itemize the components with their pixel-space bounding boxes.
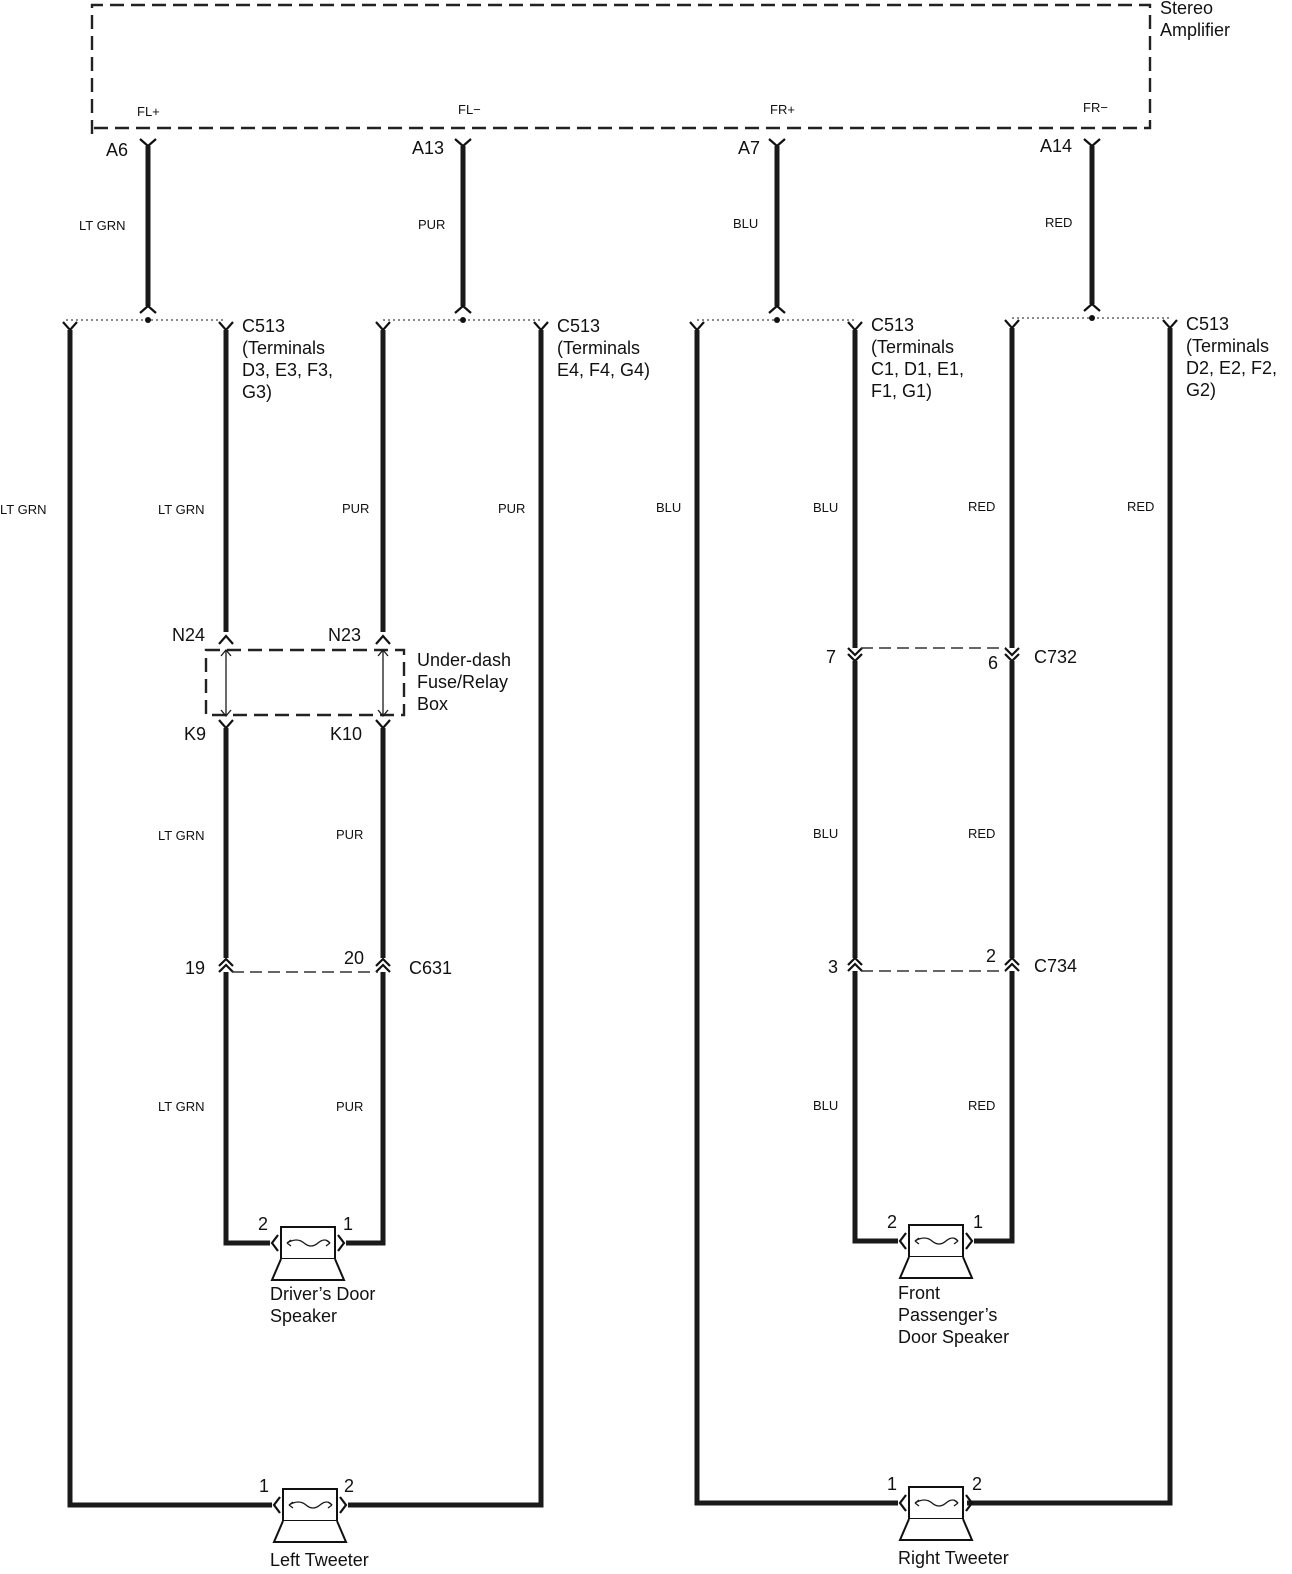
c631-label: C631	[409, 958, 453, 978]
fuse-box-label-line3: Box	[417, 694, 449, 714]
wire-label-red-amp: RED	[1045, 215, 1073, 230]
c513-connector-rows	[63, 314, 1277, 402]
right-tweeter-pin-2: 2	[972, 1474, 983, 1494]
pin-fl-plus: FL+	[137, 104, 160, 119]
right-tweeter	[887, 1474, 1009, 1568]
c513-g3-line2: (Terminals	[871, 337, 955, 357]
c513-g2-line2: (Terminals	[557, 338, 641, 358]
wire-label-pur-amp: PUR	[418, 217, 446, 232]
c513-g4-line3: D2, E2, F2,	[1186, 358, 1278, 378]
c513-g4-line2: (Terminals	[1186, 336, 1270, 356]
wire-label-ltgrn-tweeter: LT GRN	[0, 502, 47, 517]
terminal-a6: A6	[106, 140, 129, 160]
wire-label-red-1: RED	[968, 499, 996, 514]
wire-label-blu-tweeter: BLU	[656, 500, 682, 515]
driver-speaker-label-line2: Speaker	[270, 1306, 338, 1326]
c513-g1-line3: D3, E3, F3,	[242, 360, 334, 380]
passenger-door-speaker	[887, 1212, 1009, 1347]
wire-label-pur-1: PUR	[342, 501, 370, 516]
passenger-speaker-label-line1: Front	[898, 1283, 941, 1303]
c734-label: C734	[1034, 956, 1078, 976]
wire-label-red-2: RED	[968, 826, 996, 841]
wire-label-blu-amp: BLU	[733, 216, 759, 231]
terminal-a7: A7	[738, 138, 761, 158]
wire-label-ltgrn-1: LT GRN	[158, 502, 205, 517]
wire-label-ltgrn-2: LT GRN	[158, 828, 205, 843]
passenger-door-circuit	[813, 328, 1077, 1241]
wire-label-blu-2: BLU	[813, 826, 839, 841]
terminal-a14: A14	[1040, 136, 1073, 156]
c732-label: C732	[1034, 647, 1078, 667]
driver-door-speaker	[258, 1214, 375, 1326]
c513-g4-line4: G2)	[1186, 380, 1217, 400]
fuse-relay-box	[206, 650, 404, 715]
c513-g1-line4: G3)	[242, 382, 273, 402]
left-tweeter-pin-2: 2	[344, 1476, 355, 1496]
fuse-box-label-line1: Under-dash	[417, 650, 512, 670]
amplifier-name-line2: Amplifier	[1160, 20, 1231, 40]
passenger-speaker-label-line2: Passenger’s	[898, 1305, 998, 1325]
fuse-pin-k9: K9	[184, 724, 207, 744]
c513-g1-line2: (Terminals	[242, 338, 326, 358]
c631-pin-19: 19	[185, 958, 206, 978]
driver-speaker-pin-2: 2	[258, 1214, 269, 1234]
fuse-pin-n24: N24	[172, 625, 206, 645]
right-tweeter-label: Right Tweeter	[898, 1548, 1009, 1568]
wire-label-pur-3: PUR	[336, 1099, 364, 1114]
c732-pin-6: 6	[988, 653, 999, 673]
left-tweeter-pin-1: 1	[259, 1476, 270, 1496]
c513-g3-line4: F1, G1)	[871, 381, 933, 401]
c513-g1-line1: C513	[242, 316, 286, 336]
wire-label-red-3: RED	[968, 1098, 996, 1113]
c734-pin-3: 3	[828, 957, 839, 977]
c631-pin-20: 20	[344, 948, 365, 968]
amp-output-wires	[79, 136, 1100, 313]
c513-g4-line1: C513	[1186, 314, 1230, 334]
pin-fr-plus: FR+	[770, 102, 795, 117]
terminal-a13: A13	[412, 138, 445, 158]
left-tweeter-label: Left Tweeter	[270, 1550, 369, 1570]
wire-label-red-tweeter: RED	[1127, 499, 1155, 514]
fuse-box-label-line2: Fuse/Relay	[417, 672, 509, 692]
right-tweeter-pin-1: 1	[887, 1474, 898, 1494]
wire-label-ltgrn-amp: LT GRN	[79, 218, 126, 233]
wire-label-pur-2: PUR	[336, 827, 364, 842]
c513-g3-line1: C513	[871, 315, 915, 335]
driver-door-circuit	[158, 330, 511, 1243]
c513-g3-line3: C1, D1, E1,	[871, 359, 965, 379]
driver-speaker-pin-1: 1	[343, 1214, 354, 1234]
pin-fl-minus: FL−	[458, 102, 481, 117]
wire-label-ltgrn-3: LT GRN	[158, 1099, 205, 1114]
wire-label-blu-1: BLU	[813, 500, 839, 515]
stereo-amplifier	[92, 0, 1230, 134]
passenger-speaker-pin-2: 2	[887, 1212, 898, 1232]
left-tweeter	[259, 1476, 369, 1570]
c513-g2-line3: E4, F4, G4)	[557, 360, 651, 380]
driver-speaker-label-line1: Driver’s Door	[270, 1284, 376, 1304]
c734-pin-2: 2	[986, 946, 997, 966]
pin-fr-minus: FR−	[1083, 100, 1108, 115]
passenger-speaker-label-line3: Door Speaker	[898, 1327, 1010, 1347]
fuse-pin-k10: K10	[330, 724, 363, 744]
c513-g2-line1: C513	[557, 316, 601, 336]
wire-label-blu-3: BLU	[813, 1098, 839, 1113]
amplifier-name-line1: Stereo	[1160, 0, 1214, 18]
wire-label-pur-tweeter: PUR	[498, 501, 526, 516]
passenger-speaker-pin-1: 1	[973, 1212, 984, 1232]
fuse-pin-n23: N23	[328, 625, 362, 645]
c732-pin-7: 7	[826, 647, 837, 667]
